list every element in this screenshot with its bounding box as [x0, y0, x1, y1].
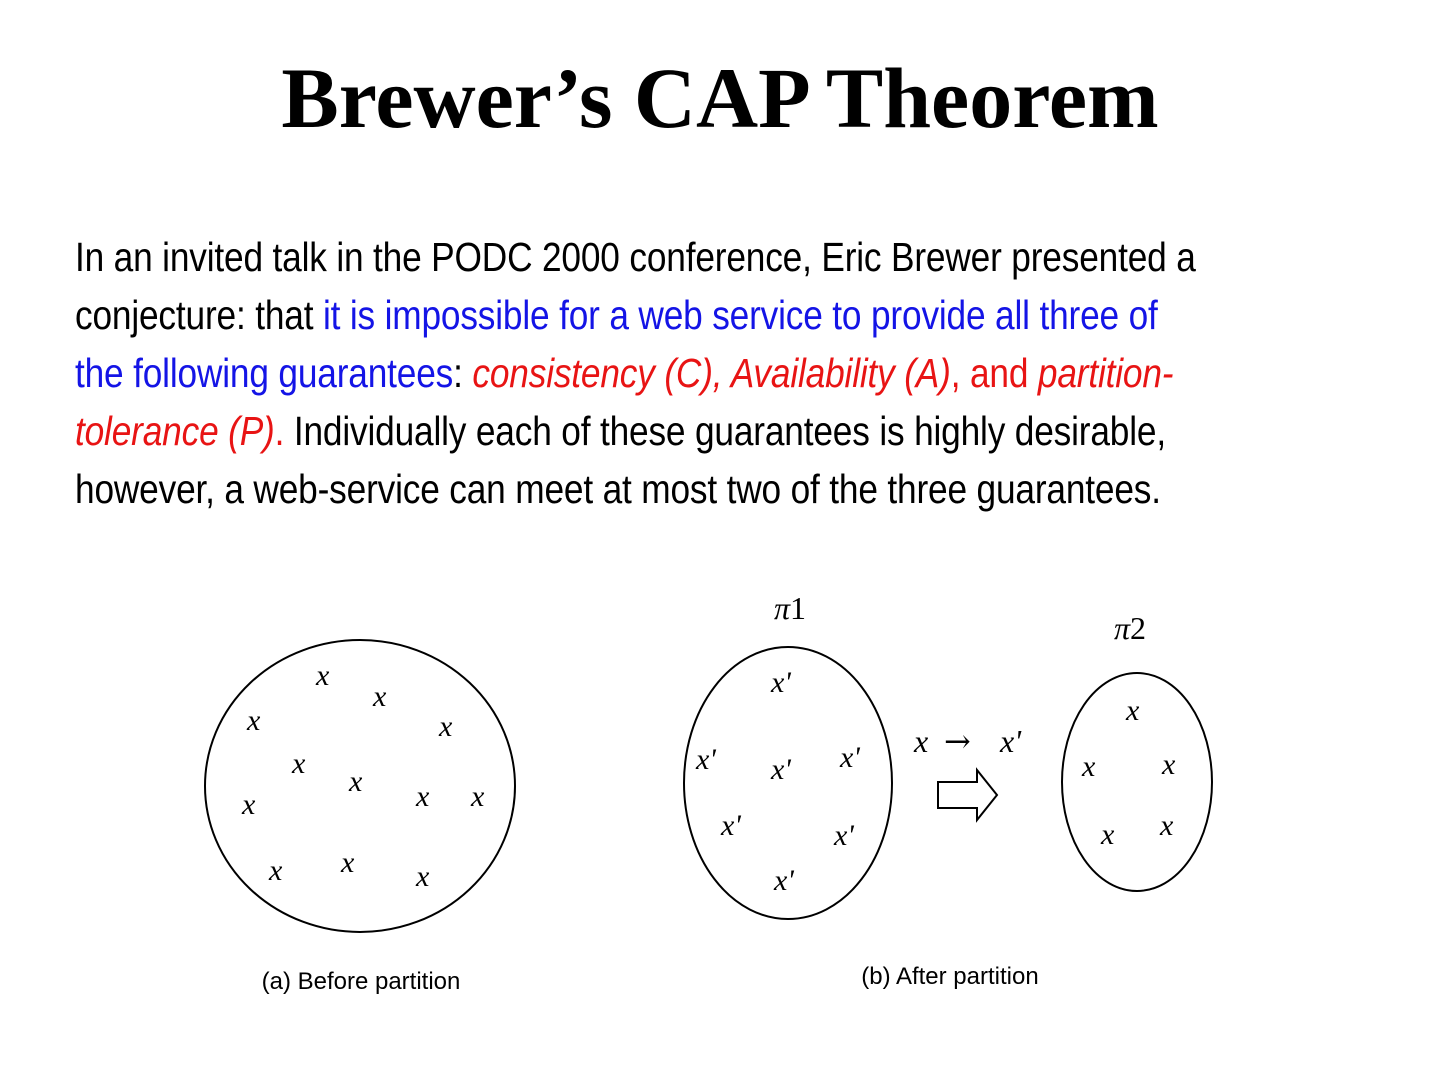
highlight-tolerance: tolerance (P) [75, 408, 275, 454]
text-conjecture: conjecture: that [75, 292, 323, 338]
before-mark: x [316, 659, 330, 692]
pi2-mark: x [1082, 750, 1096, 783]
pi1-mark: x' [840, 741, 860, 774]
before-mark: x [242, 788, 256, 821]
pi1-mark: x' [721, 809, 741, 842]
transform-arrow: → [944, 722, 971, 760]
before-mark: x [373, 680, 387, 713]
pi1-mark: x' [771, 666, 791, 699]
transform-from: x [914, 723, 929, 759]
pi1-mark: x' [774, 864, 794, 897]
before-mark: x [471, 780, 485, 813]
transform-label [913, 722, 1022, 760]
pi1-mark: x' [771, 753, 791, 786]
before-mark: x [247, 704, 261, 737]
pi2-mark: x [1162, 748, 1176, 781]
text-colon: : [453, 350, 463, 396]
pi2-index: 2 [1130, 610, 1147, 646]
slide-title: Brewer’s CAP Theorem [281, 50, 1159, 146]
before-partition-group [205, 640, 515, 995]
text-individually: Individually each of these guarantees is highly desirable, [284, 408, 1166, 454]
after-caption: (b) After partition [861, 963, 1039, 990]
right-block-arrow-icon [938, 770, 997, 820]
highlight-impossible: it is impossible for a web service to provide all three of [322, 292, 1158, 338]
pi2-mark: x [1126, 694, 1140, 727]
text-period: . [274, 408, 285, 454]
pi2-label [1114, 610, 1146, 646]
paragraph-line-5: however, a web-service can meet at most two of the three guarantees. [75, 466, 1161, 512]
before-mark: x [416, 860, 430, 893]
pi1-label [774, 590, 806, 626]
before-caption: (a) Before partition [261, 968, 461, 995]
paragraph-line-1: In an invited talk in the PODC 2000 conference, Eric Brewer presented a [75, 234, 1196, 280]
highlight-consistency-availability: consistency (C), Availability (A) [472, 350, 951, 396]
before-mark: x [269, 854, 283, 887]
pi1-mark: x' [696, 743, 716, 776]
pi1-symbol: π [774, 590, 791, 626]
before-mark: x [349, 765, 363, 798]
pi2-symbol: π [1114, 610, 1131, 646]
pi2-mark: x [1160, 809, 1174, 842]
text-and: , and [950, 350, 1038, 396]
highlight-guarantees: the following guarantees [75, 350, 454, 396]
before-marks [241, 659, 485, 893]
before-mark: x [292, 747, 306, 780]
highlight-partition: partition- [1037, 350, 1174, 396]
pi2-mark: x [1101, 818, 1115, 851]
before-mark: x [341, 846, 355, 879]
pi1-index: 1 [790, 590, 807, 626]
transform-to: x' [1000, 723, 1022, 759]
after-partition-group [684, 590, 1212, 990]
pi2-marks [1081, 694, 1176, 851]
before-mark: x [439, 710, 453, 743]
pi1-marks [695, 666, 860, 897]
before-mark: x [416, 780, 430, 813]
pi1-mark: x' [834, 819, 854, 852]
